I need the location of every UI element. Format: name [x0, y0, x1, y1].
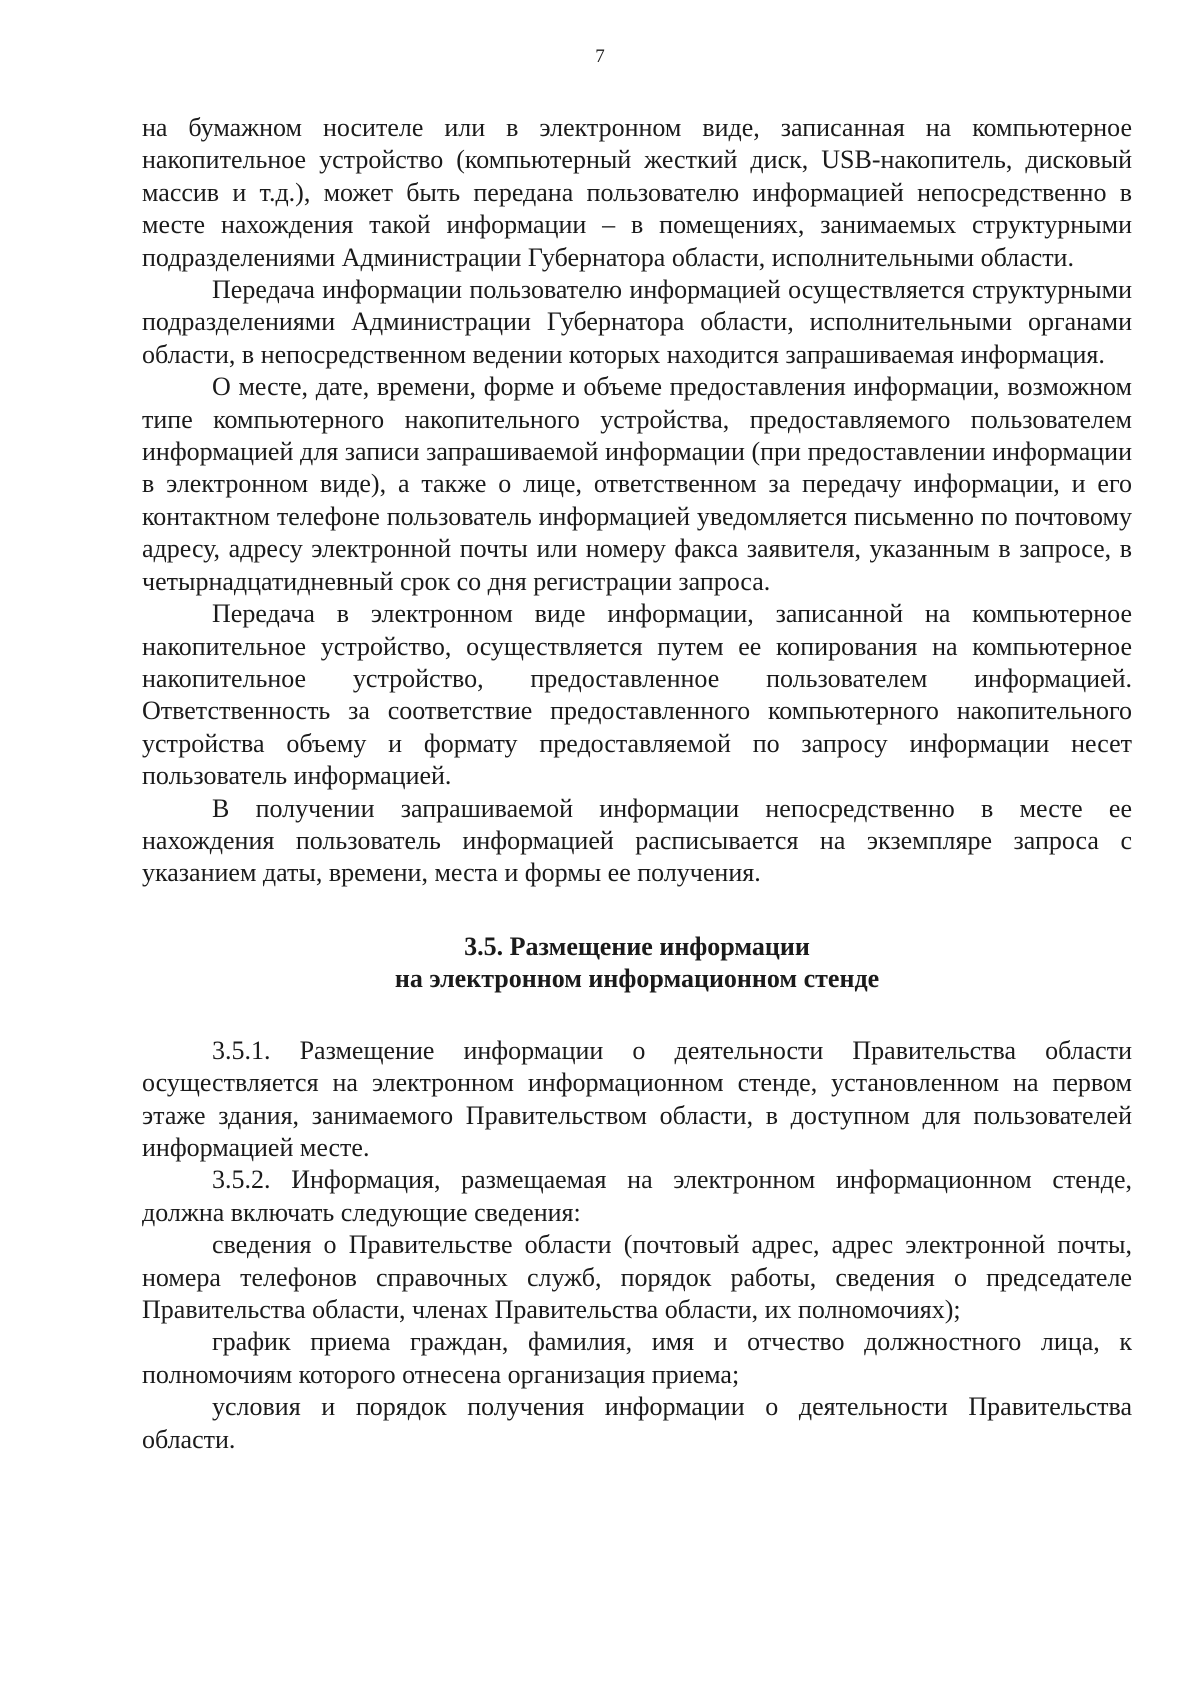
section-heading [142, 931, 1132, 995]
document-body [142, 112, 1132, 1456]
paragraph-continuation: на бумажном носителе или в электронном виде, записанная на компьютерное накопительное устройство (компьютерный жесткий диск, USB-накопитель, дисковый массив и т.д.), может быть передана пользователю информацией непосредственно в месте нахождения такой информации – в помещениях, занимаемых структурными подразделениями Администрации Губернатора области, исполнительными области. [142, 113, 1132, 272]
list-item-government-info: сведения о Правительстве области (почтовый адрес, адрес электронной почты, номера телефонов справочных служб, порядок работы, сведения о председателе Правительства области, членах Правительства области, их полномочиях); [142, 1230, 1132, 1324]
page-number: 7 [595, 46, 605, 67]
list-item-reception-schedule: график приема граждан, фамилия, имя и отчество должностного лица, к полномочиям которого отнесена организация приема; [142, 1327, 1132, 1389]
paragraph-transfer-units: Передача информации пользователю информацией осуществляется структурными подразделениями Администрации Губернатора области, исполнительными органами области, в непосредственном ведении которых находится запрашиваемая информация. [142, 275, 1132, 369]
paragraph-3-5-2: 3.5.2. Информация, размещаемая на электронном информационном стенде, должна включать следующие сведения: [142, 1165, 1132, 1227]
paragraph-3-5-1: 3.5.1. Размещение информации о деятельности Правительства области осуществляется на электронном информационном стенде, установленном на первом этаже здания, занимаемого Правительством области, в доступном для пользователей информацией месте. [142, 1035, 1132, 1162]
paragraph-electronic-transfer: Передача в электронном виде информации, записанной на компьютерное накопительное устройство, осуществляется путем ее копирования на компьютерное накопительное устройство, предоставленное пользователем информацией. Ответственность за соответствие предоставленного компьютерного накопительного устройства объему и формату предоставляемой по запросу информации несет пользователь информацией. [142, 599, 1132, 791]
list-item-conditions: условия и порядок получения информации о деятельности Правительства области. [142, 1392, 1132, 1454]
section-heading-line-2: на электронном информационном стенде [394, 963, 880, 993]
section-heading-line-1: 3.5. Размещение информации [464, 931, 810, 961]
paragraph-notification: О месте, дате, времени, форме и объеме предоставления информации, возможном типе компьютерного накопительного устройства, предоставляемого пользователем информацией для записи запрашиваемой информации (при предоставлении информации в электронном виде), а также о лице, ответственном за передачу информации, и его контактном телефоне пользователь информацией уведомляется письменно по почтовому адресу, адресу электронной почты или номеру факса заявителя, указанным в запросе, в четырнадцатидневный срок со дня регистрации запроса. [142, 372, 1132, 596]
paragraph-receipt-signature: В получении запрашиваемой информации непосредственно в месте ее нахождения пользователь информацией расписывается на экземпляре запроса с указанием даты, времени, места и формы ее получения. [142, 793, 1132, 888]
